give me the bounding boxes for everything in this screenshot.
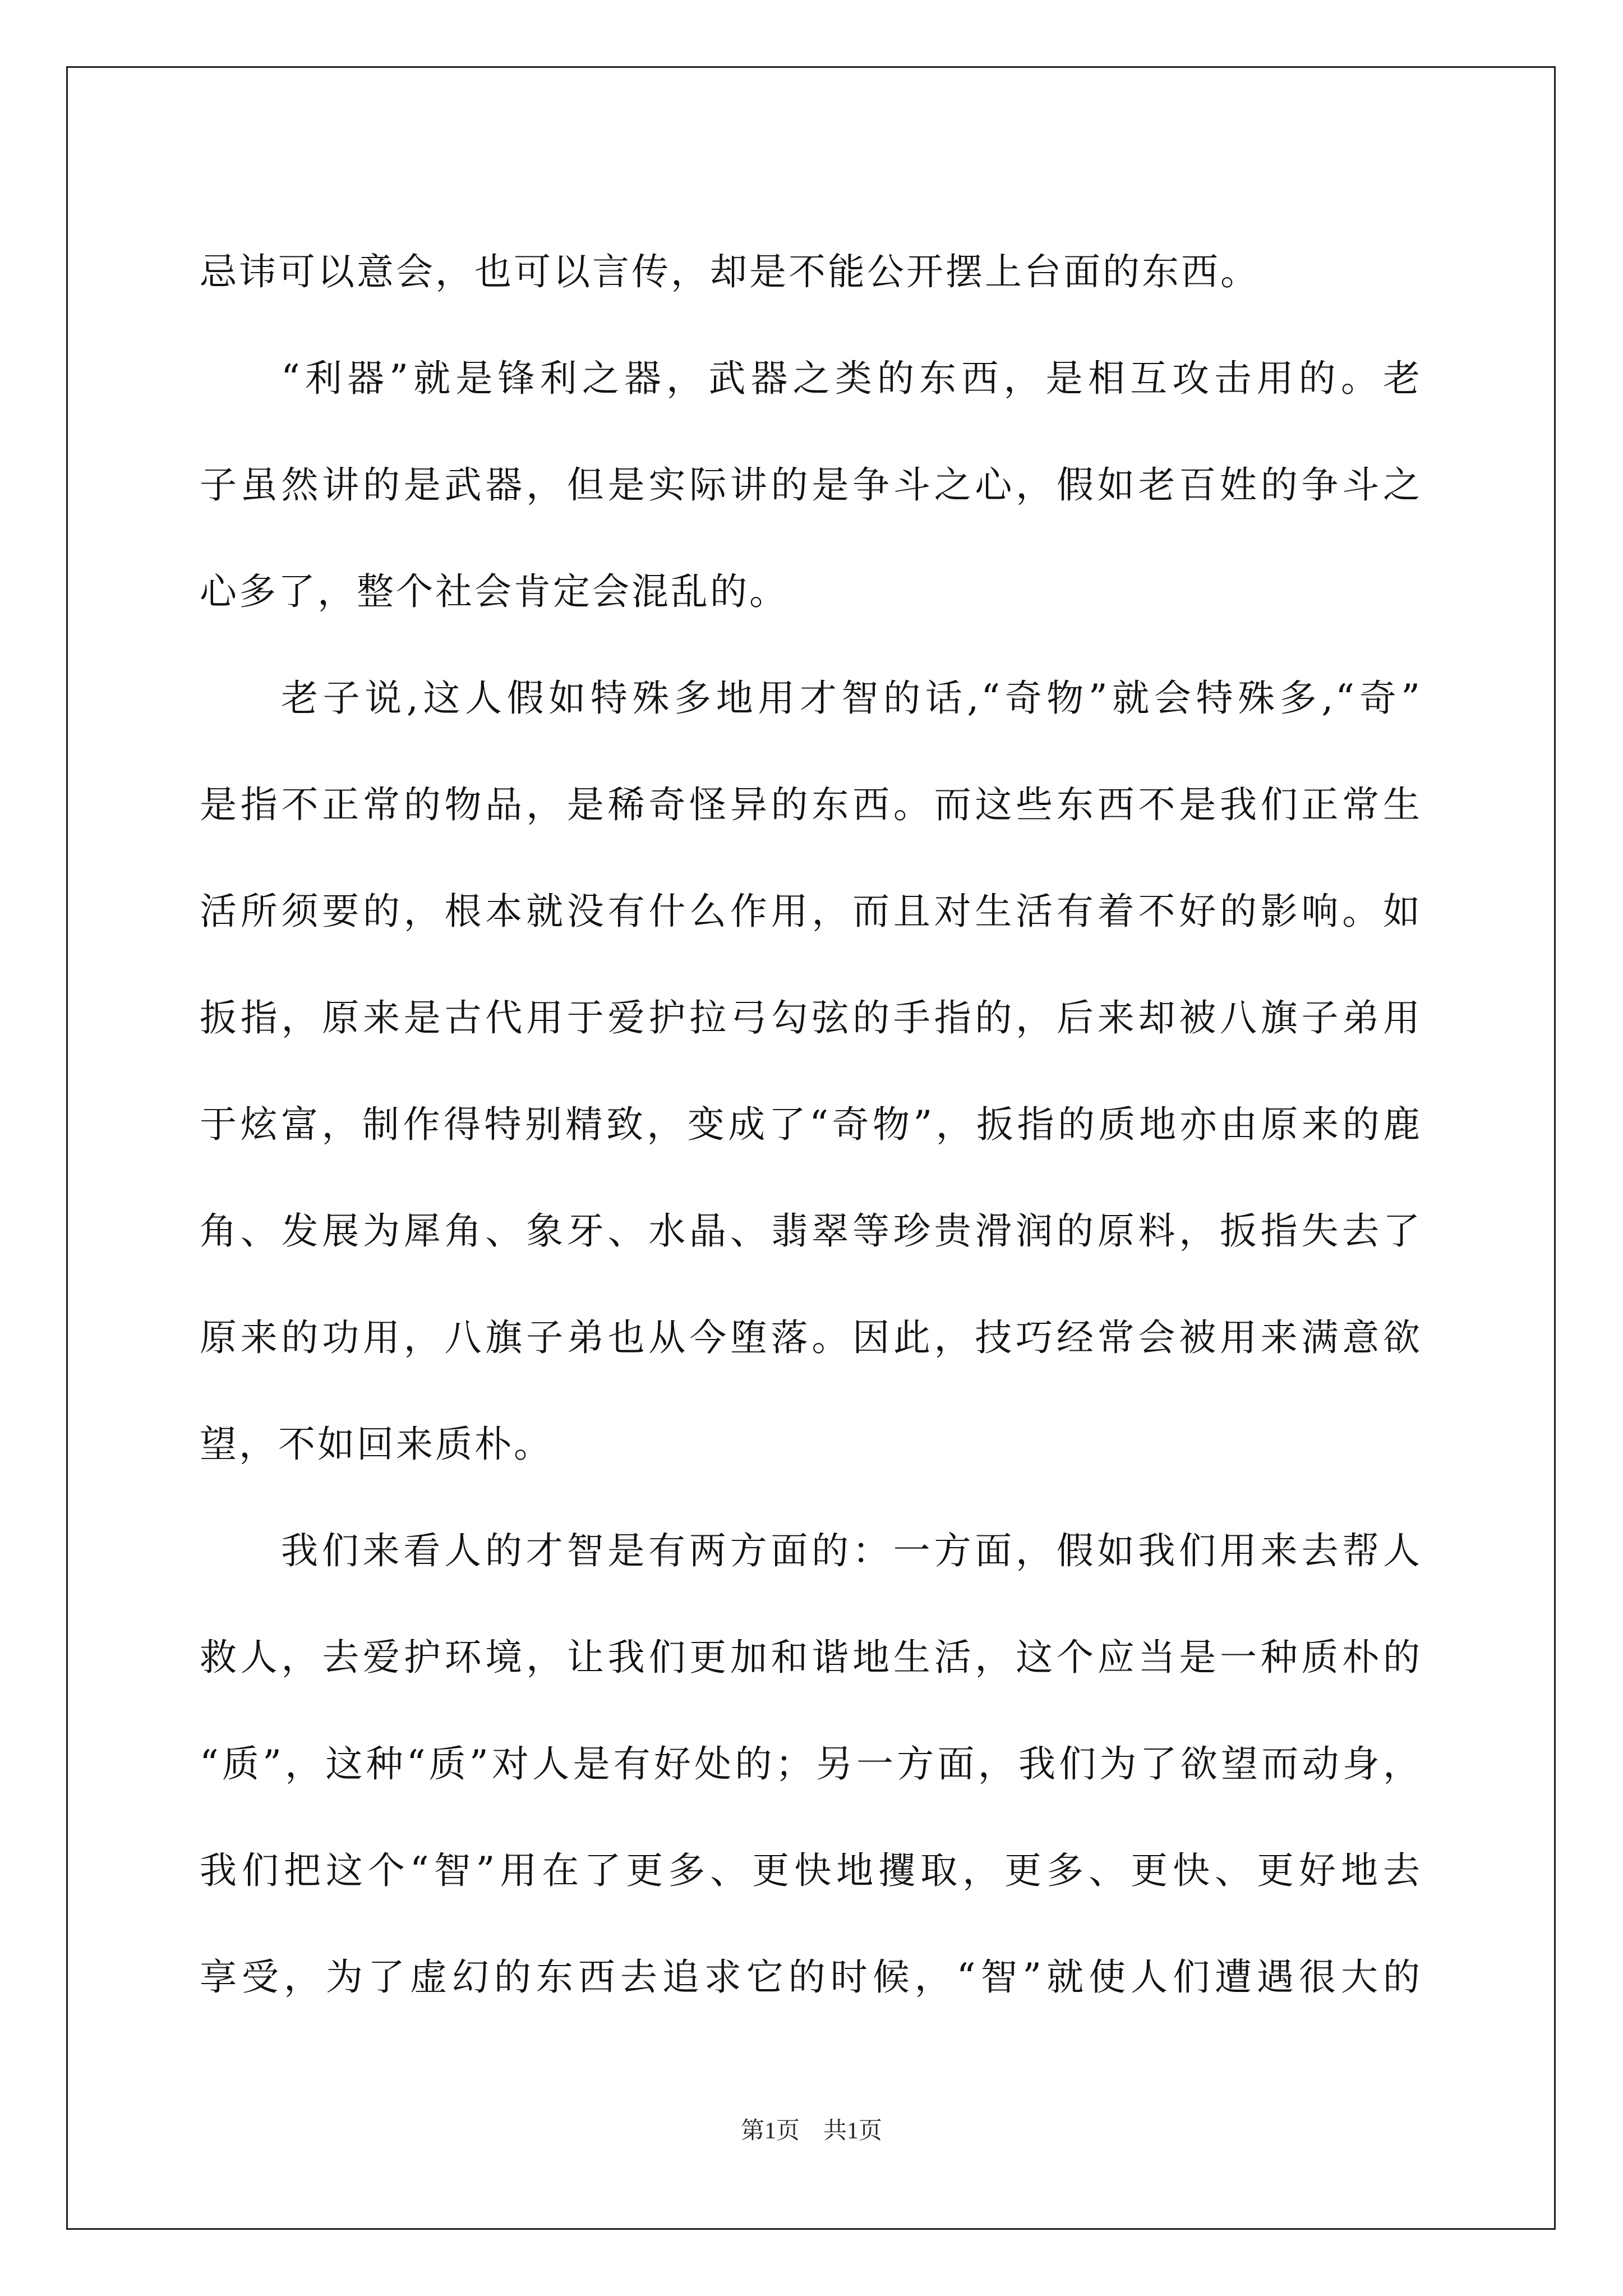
text-line: 我们把这个“智”用在了更多、更快地攫取，更多、更快、更好地去 [200,1849,1422,1892]
text-line: 扳指，原来是古代用于爱护拉弓勾弦的手指的，后来却被八旗子弟用 [200,996,1422,1039]
text-line: 角、发展为犀角、象牙、水晶、翡翠等珍贵滑润的原料，扳指失去了 [200,1209,1422,1253]
page-footer: 第1页 共1页 [740,2118,882,2144]
text-line: 活所须要的，根本就没有什么作用，而且对生活有着不好的影响。如 [200,890,1422,933]
text-line: 原来的功用，八旗子弟也从今堕落。因此，技巧经常会被用来满意欲 [200,1316,1422,1359]
text-line: 我们来看人的才智是有两方面的：一方面，假如我们用来去帮人 [281,1529,1422,1572]
text-line: 于炫富，制作得特别精致，变成了“奇物”，扳指的质地亦由原来的鹿 [200,1103,1422,1146]
text-line: 老子说,这人假如特殊多地用才智的话,“奇物”就会特殊多,“奇” [281,677,1422,720]
text-line: 心多了，整个社会肯定会混乱的。 [200,570,789,613]
text-line: 子虽然讲的是武器，但是实际讲的是争斗之心，假如老百姓的争斗之 [200,463,1422,507]
text-line: 是指不正常的物品，是稀奇怪异的东西。而这些东西不是我们正常生 [200,783,1422,826]
text-line: “质”，这种“质”对人是有好处的；另一方面，我们为了欲望而动身， [200,1742,1422,1786]
document-body [200,219,1422,2031]
text-line: “利器”就是锋利之器，武器之类的东西，是相互攻击用的。老 [281,357,1422,400]
text-line: 忌讳可以意会，也可以言传，却是不能公开摆上台面的东西。 [200,250,1260,293]
text-line: 望，不如回来质朴。 [200,1423,553,1466]
text-line: 救人，去爱护环境，让我们更加和谐地生活，这个应当是一种质朴的 [200,1636,1422,1679]
text-line: 享受，为了虚幻的东西去追求它的时候，“智”就使人们遭遇很大的 [200,1955,1422,1999]
